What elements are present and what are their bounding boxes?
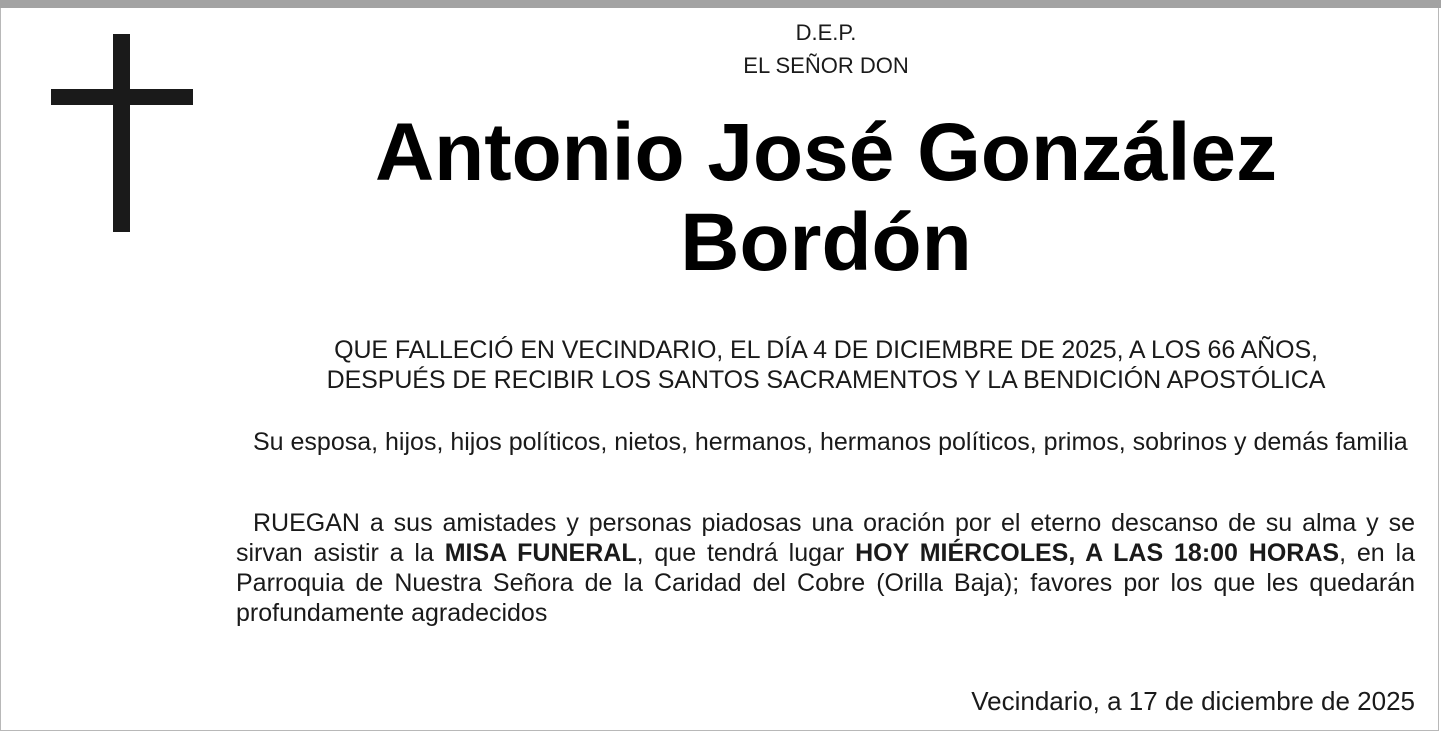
place-date: Vecindario, a 17 de diciembre de 2025	[971, 686, 1415, 716]
family-paragraph: Su esposa, hijos, hijos políticos, nietos, hermanos, hermanos políticos, primos, sobrinos y demás familia	[253, 428, 1408, 456]
deceased-name-line2: Bordón	[680, 197, 972, 288]
mass-time: HOY MIÉRCOLES, A LAS 18:00 HORAS	[855, 539, 1340, 567]
deceased-name	[236, 108, 1416, 288]
request-text-2: , que tendrá lugar	[636, 539, 856, 567]
announcement-line2: DESPUÉS DE RECIBIR LOS SANTOS SACRAMENTOS Y LA BENDICIÓN APOSTÓLICA	[326, 366, 1326, 394]
deceased-name-line1: Antonio José González	[374, 107, 1278, 198]
top-bar	[0, 0, 1441, 8]
cross-vertical-beam	[113, 34, 130, 232]
request-text-3: , en la Parroquia de Nuestra Señora de la Caridad del Cobre (Orilla Baja); favores por los que les quedarán profundamente agradecidos	[236, 539, 1415, 627]
announcement-line1: QUE FALLECIÓ EN VECINDARIO, EL DÍA 4 DE DICIEMBRE DE 2025, A LOS 66 AÑOS,	[334, 336, 1318, 364]
latin-cross-icon	[51, 34, 193, 232]
dep-heading: D.E.P.	[795, 20, 857, 45]
request-text-1: RUEGAN a sus amistades y personas piadosas una oración por el eterno descanso de su alma y se sirvan asistir a la	[236, 509, 1415, 567]
cross-horizontal-beam	[51, 89, 193, 105]
honorific: EL SEÑOR DON	[743, 53, 909, 78]
mass-label: MISA FUNERAL	[444, 539, 637, 567]
death-announcement	[236, 335, 1416, 395]
request-paragraph	[236, 508, 1415, 628]
